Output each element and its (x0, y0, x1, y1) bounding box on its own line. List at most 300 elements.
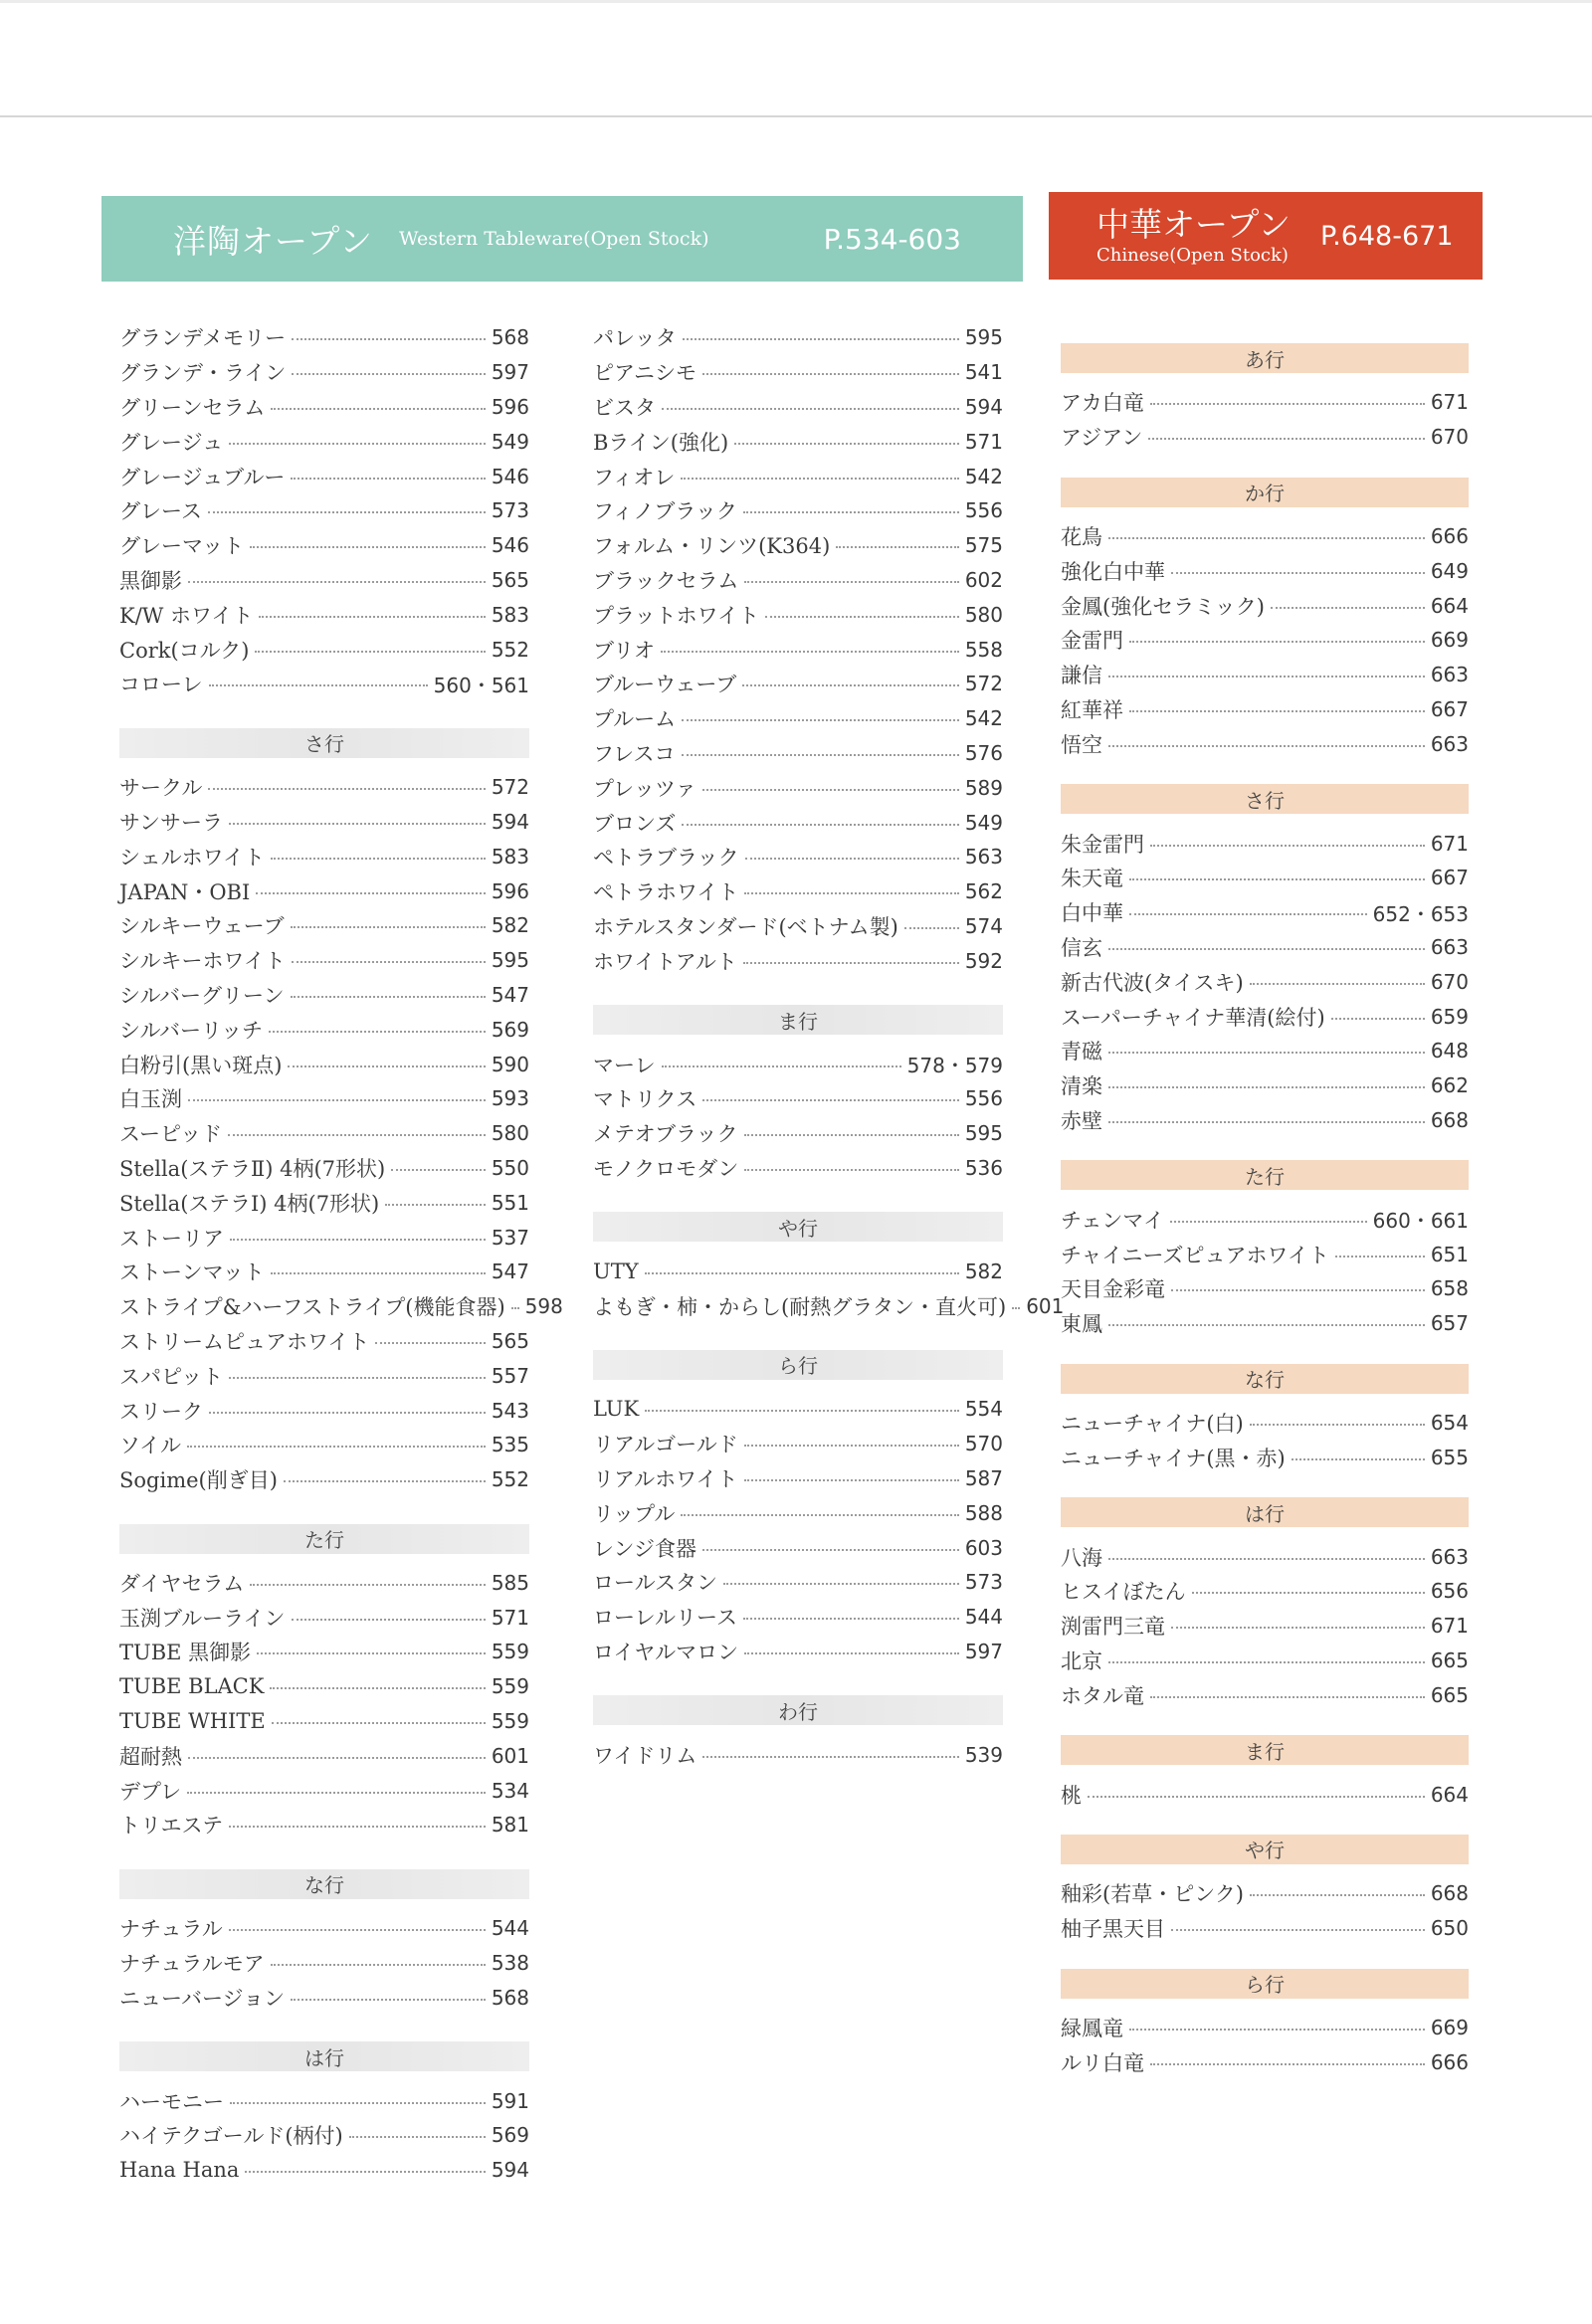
western-title: 洋陶オープン (173, 221, 374, 261)
index-entry (1061, 1876, 1469, 1911)
entry-name: Stella(ステラⅡ) 4柄(7形状) (119, 1156, 386, 1181)
dot-leader (391, 1169, 486, 1171)
entry-name: ストーリア (119, 1226, 224, 1251)
entry-name: 緑鳳竜 (1061, 2016, 1123, 2040)
dot-leader (250, 546, 486, 548)
entry-page: 549 (491, 429, 529, 454)
section-header: な行 (119, 1869, 529, 1899)
section-header: は行 (1061, 1497, 1469, 1527)
dot-leader (1108, 1052, 1425, 1054)
index-entry (119, 424, 529, 459)
index-entry (1061, 1539, 1469, 1574)
dot-leader (1171, 1929, 1425, 1931)
dot-leader (229, 1377, 486, 1379)
entry-name: リアルゴールド (593, 1433, 738, 1457)
dot-leader (744, 1134, 959, 1136)
entry-page: 572 (964, 672, 1003, 696)
entry-page: 648 (1430, 1039, 1469, 1064)
dot-leader (209, 1412, 486, 1414)
index-entry (119, 667, 529, 701)
dot-leader (702, 373, 959, 375)
entry-name: グレーマット (119, 534, 245, 559)
entry-name: 八海 (1061, 1545, 1102, 1570)
entry-name: ペトラブラック (593, 846, 739, 871)
entry-page: 546 (491, 533, 529, 558)
index-entry (1061, 930, 1469, 965)
chinese-index-column (1061, 320, 1469, 2079)
dot-leader (682, 754, 959, 756)
entry-page: 538 (491, 1951, 529, 1976)
entry-name: ニューバージョン (119, 1986, 286, 2011)
entry-page: 669 (1430, 2015, 1469, 2039)
entry-page: 664 (1430, 593, 1469, 618)
entry-page: 602 (964, 567, 1003, 592)
entry-page: 536 (964, 1155, 1003, 1180)
entry-name: メテオブラック (593, 1122, 738, 1147)
entry-name: 柚子黒天目 (1061, 1917, 1165, 1942)
index-entry (1061, 1440, 1469, 1474)
section-header: た行 (119, 1524, 529, 1554)
index-entry (593, 493, 1003, 528)
entry-name: リアルホワイト (593, 1466, 738, 1491)
entry-page: 594 (491, 2158, 529, 2183)
entry-name: グレージュブルー (119, 465, 286, 489)
entry-name: Bライン(強化) (593, 430, 729, 455)
entry-page: 651 (1430, 1242, 1469, 1266)
entry-page: 597 (491, 360, 529, 385)
entry-page: 582 (964, 1259, 1003, 1283)
dot-leader (744, 1445, 959, 1447)
entry-page: 588 (964, 1500, 1003, 1525)
section-header: ま行 (593, 1005, 1003, 1035)
entry-name: 白玉渕 (119, 1087, 182, 1112)
dot-leader (682, 824, 958, 826)
index-entry (119, 1428, 529, 1462)
entry-page: 535 (491, 1433, 529, 1457)
entry-page: 666 (1430, 523, 1469, 548)
index-entry (593, 1151, 1003, 1186)
index-entry (119, 978, 529, 1013)
entry-page: 652・653 (1372, 901, 1469, 926)
dot-leader (1148, 438, 1424, 440)
entry-page: 549 (964, 810, 1003, 835)
entry-page: 597 (964, 1639, 1003, 1663)
western-index-column-2 (593, 320, 1065, 1772)
dot-leader (284, 1480, 486, 1482)
entry-page: 578・579 (906, 1054, 1003, 1078)
entry-page: 573 (964, 1570, 1003, 1595)
index-entry (593, 390, 1003, 425)
entry-name: シルキーウェーブ (119, 914, 285, 939)
entry-page: 551 (491, 1190, 529, 1215)
entry-name: マーレ (593, 1053, 656, 1077)
entry-name: ナチュラル (119, 1917, 223, 1942)
entry-name: シェルホワイト (119, 845, 265, 870)
index-entry (1061, 999, 1469, 1034)
dot-leader (765, 616, 959, 618)
dot-leader (259, 616, 485, 618)
entry-name: TUBE 黒御影 (119, 1641, 252, 1665)
index-entry (593, 736, 1003, 771)
entry-page: 593 (491, 1086, 529, 1111)
entry-page: 667 (1430, 866, 1469, 890)
index-entry (119, 943, 529, 978)
entry-name: ヒスイぼたん (1061, 1580, 1186, 1605)
index-entry (119, 839, 529, 873)
index-entry (119, 1220, 529, 1255)
dot-leader (271, 1964, 486, 1966)
entry-page: 581 (491, 1813, 529, 1838)
dot-leader (292, 338, 486, 340)
entry-name: TUBE WHITE (119, 1709, 266, 1734)
index-entry (1061, 964, 1469, 999)
index-entry (593, 667, 1003, 701)
entry-name: スリーク (119, 1399, 203, 1424)
dot-leader (702, 1549, 959, 1551)
dot-leader (702, 1099, 958, 1101)
entry-name: アカ白竜 (1061, 391, 1144, 416)
entry-page: 550 (491, 1155, 529, 1180)
entry-name: スーピッド (119, 1122, 223, 1147)
entry-page: 537 (491, 1225, 529, 1250)
index-entry (119, 873, 529, 908)
entry-name: ブルーウェーブ (593, 673, 737, 697)
entry-name: ロイヤルマロン (593, 1640, 739, 1664)
index-entry (1061, 623, 1469, 658)
index-entry (119, 1012, 529, 1047)
entry-page: 601 (491, 1743, 529, 1768)
index-entry (593, 770, 1003, 805)
dot-leader (1150, 403, 1425, 405)
dot-leader (1170, 1221, 1367, 1223)
entry-page: 598 (524, 1294, 563, 1319)
index-entry (1061, 1237, 1469, 1271)
entry-name: 悟空 (1061, 732, 1102, 757)
index-entry (1061, 420, 1469, 455)
entry-page: 565 (491, 567, 529, 592)
index-entry (119, 1566, 529, 1601)
index-entry (593, 874, 1003, 909)
entry-page: 542 (964, 464, 1003, 488)
entry-name: Cork(コルク) (119, 638, 250, 663)
index-entry (1061, 553, 1469, 588)
dot-leader (1108, 1661, 1425, 1663)
entry-page: 542 (964, 706, 1003, 731)
index-entry (1061, 2011, 1469, 2045)
dot-leader (1108, 948, 1425, 950)
entry-page: 664 (1430, 1782, 1469, 1807)
index-entry (119, 632, 529, 667)
index-entry (119, 1081, 529, 1116)
dot-leader (1088, 1796, 1425, 1798)
entry-name: ローレルリース (593, 1606, 738, 1631)
entry-name: サークル (119, 776, 203, 801)
entry-page: 665 (1430, 1682, 1469, 1707)
index-entry (1061, 1202, 1469, 1237)
index-entry (593, 1635, 1003, 1669)
section-header: ら行 (1061, 1969, 1469, 1999)
dot-leader (291, 926, 486, 928)
index-entry (1061, 1306, 1469, 1341)
entry-page: 594 (964, 394, 1003, 419)
entry-name: ホタル竜 (1061, 1683, 1144, 1708)
entry-page: 594 (491, 809, 529, 834)
dot-leader (245, 2171, 485, 2173)
index-entry (119, 528, 529, 563)
entry-name: 渕雷門三竜 (1061, 1615, 1165, 1640)
entry-name: 釉彩(若草・ピンク) (1061, 1882, 1244, 1907)
index-entry (119, 1911, 529, 1946)
index-entry (119, 1738, 529, 1773)
section-header: ら行 (593, 1350, 1003, 1380)
entry-page: 546 (491, 464, 529, 488)
index-entry (593, 320, 1003, 355)
dot-leader (743, 962, 959, 964)
dot-leader (1250, 983, 1425, 985)
entry-page: 670 (1430, 969, 1469, 994)
entry-name: ロールスタン (593, 1571, 717, 1596)
entry-name: ホワイトアルト (593, 949, 737, 974)
dot-leader (1108, 1121, 1425, 1123)
entry-page: 656 (1430, 1579, 1469, 1604)
entry-name: シルバーリッチ (119, 1018, 264, 1043)
section-header: や行 (593, 1212, 1003, 1242)
entry-page: 659 (1430, 1004, 1469, 1029)
index-entry (119, 770, 529, 805)
dot-leader (1129, 913, 1367, 915)
entry-page: 569 (491, 2123, 529, 2148)
dot-leader (1108, 1558, 1425, 1560)
entry-page: 655 (1430, 1445, 1469, 1469)
entry-page: 539 (964, 1742, 1003, 1767)
entry-name: ブリオ (593, 638, 655, 663)
entry-name: ソイル (119, 1434, 181, 1458)
top-edge-line (0, 0, 1592, 3)
index-entry (593, 1461, 1003, 1496)
dot-leader (271, 408, 485, 410)
header-rule (0, 115, 1592, 117)
entry-page: 582 (491, 913, 529, 938)
index-entry (593, 459, 1003, 493)
entry-page: 662 (1430, 1073, 1469, 1098)
entry-name: 謙信 (1061, 664, 1102, 688)
dot-leader (836, 546, 959, 548)
entry-page: 596 (491, 878, 529, 903)
entry-name: ハーモニー (119, 2089, 224, 2114)
dot-leader (375, 1342, 485, 1344)
dot-leader (1250, 1894, 1425, 1896)
dot-leader (1150, 845, 1425, 847)
index-entry (119, 459, 529, 493)
entry-page: 552 (491, 1467, 529, 1492)
dot-leader (1292, 1458, 1425, 1460)
index-entry (1061, 1068, 1469, 1103)
index-entry (593, 909, 1003, 944)
dot-leader (742, 684, 959, 686)
entry-name: フレスコ (593, 741, 676, 766)
entry-name: ルリ白竜 (1061, 2050, 1144, 2075)
index-entry (593, 1288, 1065, 1323)
index-entry (593, 840, 1003, 874)
entry-page: 663 (1430, 663, 1469, 687)
entry-name: ニューチャイナ(白) (1061, 1411, 1244, 1436)
entry-name: モノクロモダン (593, 1156, 739, 1181)
index-entry (1061, 861, 1469, 895)
index-entry (119, 1773, 529, 1808)
entry-page: 568 (491, 1985, 529, 2010)
index-entry (119, 1289, 563, 1324)
entry-name: 花鳥 (1061, 524, 1102, 549)
entry-page: 559 (491, 1709, 529, 1734)
dot-leader (188, 1099, 486, 1101)
entry-page: 558 (964, 637, 1003, 662)
index-entry (1061, 1103, 1469, 1138)
entry-page: 576 (964, 740, 1003, 765)
dot-leader (270, 1687, 485, 1689)
section-header: な行 (1061, 1364, 1469, 1394)
index-entry (119, 1151, 529, 1186)
dot-leader (645, 1272, 959, 1274)
entry-name: ビスタ (593, 395, 656, 420)
entry-page: 556 (964, 1086, 1003, 1111)
dot-leader (645, 1410, 959, 1412)
dot-leader (745, 858, 959, 860)
dot-leader (230, 2102, 486, 2104)
index-entry (1061, 1677, 1469, 1712)
index-entry (1061, 826, 1469, 861)
entry-page: 668 (1430, 1107, 1469, 1132)
index-entry (119, 1462, 529, 1497)
index-entry (1061, 895, 1469, 930)
index-entry (593, 1737, 1003, 1772)
entry-name: サンサーラ (119, 810, 223, 835)
entry-name: ブラックセラム (593, 568, 739, 593)
entry-page: 671 (1430, 1614, 1469, 1639)
entry-name: 玉渕ブルーライン (119, 1606, 286, 1631)
dot-leader (291, 1999, 486, 2001)
dot-leader (1171, 572, 1425, 574)
index-entry (1061, 588, 1469, 623)
dot-leader (904, 927, 959, 929)
index-entry (1061, 1911, 1469, 1946)
dot-leader (1331, 1018, 1425, 1020)
index-entry (119, 1669, 529, 1704)
entry-page: 591 (491, 2088, 529, 2113)
entry-name: プレッツァ (593, 776, 696, 801)
entry-name: K/W ホワイト (119, 603, 254, 628)
index-entry (593, 1116, 1003, 1151)
entry-page: 668 (1430, 1881, 1469, 1906)
entry-name: 超耐熱 (119, 1744, 182, 1769)
entry-page: 601 (1026, 1293, 1065, 1318)
index-entry (593, 355, 1003, 390)
entry-page: 562 (964, 879, 1003, 904)
index-entry (119, 1808, 529, 1842)
entry-name: JAPAN・OBI (119, 879, 251, 904)
index-entry (119, 1393, 529, 1428)
entry-name: Hana Hana (119, 2158, 240, 2183)
entry-name: 信玄 (1061, 935, 1102, 960)
entry-name: 北京 (1061, 1648, 1102, 1673)
entry-page: 574 (964, 913, 1003, 938)
entry-name: 紅華祥 (1061, 697, 1123, 722)
index-entry (1061, 1034, 1469, 1068)
entry-page: 587 (964, 1465, 1003, 1490)
entry-name: ホテルスタンダード(ベトナム製) (593, 914, 898, 939)
entry-page: 568 (491, 325, 529, 350)
index-entry (119, 2083, 529, 2118)
entry-page: 660・661 (1372, 1209, 1469, 1234)
dot-leader (662, 1065, 901, 1067)
dot-leader (661, 651, 959, 653)
entry-page: 671 (1430, 390, 1469, 415)
dot-leader (1335, 1256, 1425, 1258)
entry-page: 649 (1430, 558, 1469, 583)
index-entry (1061, 692, 1469, 727)
entry-page: 570 (964, 1432, 1003, 1456)
entry-page: 595 (964, 1121, 1003, 1146)
dot-leader (1271, 607, 1425, 609)
entry-name: ブロンズ (593, 811, 677, 836)
index-entry (593, 1081, 1003, 1116)
entry-name: ニューチャイナ(黒・赤) (1061, 1446, 1286, 1470)
entry-page: 663 (1430, 934, 1469, 959)
entry-name: 天目金彩竜 (1061, 1277, 1165, 1302)
dot-leader (208, 511, 486, 513)
index-entry (593, 528, 1003, 563)
entry-name: プルーム (593, 707, 677, 732)
entry-page: 589 (964, 775, 1003, 800)
entry-name: 朱金雷門 (1061, 832, 1144, 857)
entry-name: プラットホワイト (593, 603, 759, 628)
section-header: た行 (1061, 1160, 1469, 1190)
dot-leader (702, 789, 959, 791)
dot-leader (271, 858, 486, 860)
entry-page: 585 (491, 1570, 529, 1595)
entry-name: UTY (593, 1259, 639, 1283)
entry-name: 黒御影 (119, 568, 182, 593)
index-entry (119, 1980, 529, 2015)
entry-page: 544 (964, 1605, 1003, 1630)
entry-name: レンジ食器 (593, 1536, 696, 1561)
index-entry (119, 563, 529, 598)
entry-name: Sogime(削ぎ目) (119, 1468, 278, 1493)
entry-name: スパピット (119, 1364, 224, 1389)
entry-name: グレージュ (119, 430, 224, 455)
dot-leader (1108, 676, 1425, 678)
entry-page: 583 (491, 844, 529, 869)
dot-leader (1150, 1696, 1425, 1698)
index-entry (119, 1635, 529, 1669)
section-header: さ行 (119, 728, 529, 758)
entry-name: 清楽 (1061, 1074, 1102, 1099)
index-entry (1061, 2044, 1469, 2079)
dot-leader (734, 443, 959, 445)
entry-page: 663 (1430, 1544, 1469, 1569)
index-entry (119, 1185, 529, 1220)
entry-name: チェンマイ (1061, 1208, 1164, 1233)
dot-leader (1108, 537, 1425, 539)
chinese-page-range: P.648-671 (1320, 220, 1454, 252)
entry-page: 534 (491, 1778, 529, 1803)
entry-page: 563 (964, 845, 1003, 870)
entry-page: 559 (491, 1640, 529, 1664)
entry-page: 663 (1430, 731, 1469, 756)
dot-leader (702, 1756, 958, 1758)
entry-name: グランデ・ライン (119, 361, 287, 386)
entry-name: 白粉引(黒い斑点) (119, 1053, 283, 1077)
chinese-banner (1049, 192, 1483, 280)
